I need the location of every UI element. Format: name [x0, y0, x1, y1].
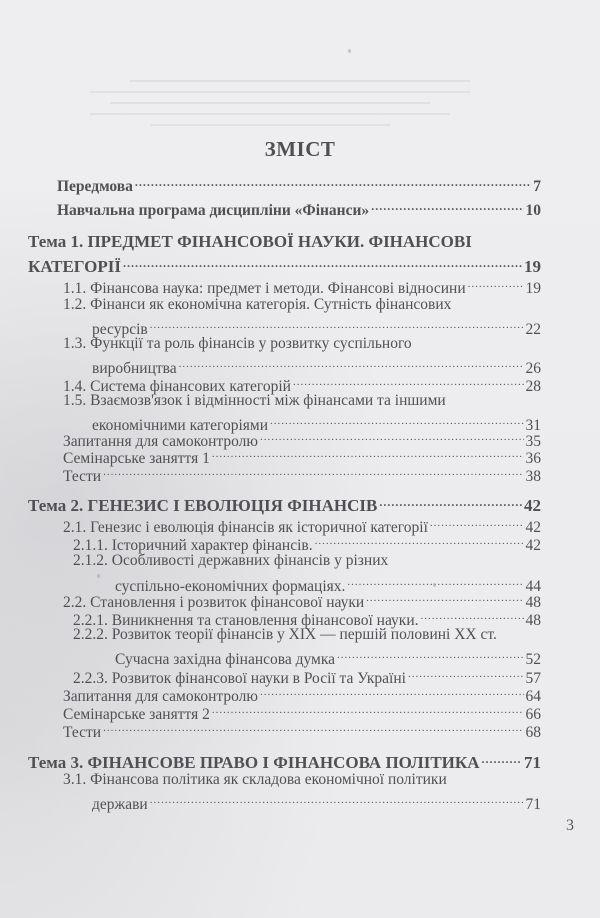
toc-page-number: 26	[525, 360, 541, 377]
toc-entry-text: суспільно-економічних формаціях.	[115, 578, 346, 595]
show-through-text	[90, 80, 490, 140]
toc-entry-text: Сучасна західна фінансова думка	[115, 651, 336, 668]
toc-page-number: 64	[525, 688, 541, 705]
dot-leader	[430, 513, 524, 532]
toc-page-number: 10	[525, 202, 541, 219]
toc-entry-text: 1.5. Взаємозв'язок і відмінності між фінансами та іншими	[63, 392, 446, 409]
toc-entry-text: Навчальна програма дисципліни «Фінанси»	[57, 202, 370, 219]
toc-entry-text: 2.2.1. Виникнення та становлення фінансової науки.	[73, 612, 419, 629]
toc-heading-text: КАТЕГОРІЇ	[28, 257, 122, 276]
dot-leader	[408, 664, 524, 683]
toc-page-number: 57	[525, 670, 541, 687]
toc-page-number: 42	[524, 496, 541, 515]
toc-entry-text: 1.3. Функції та роль фінансів у розвитку суспільного	[63, 335, 412, 352]
dot-leader	[379, 492, 522, 511]
dot-leader	[103, 462, 523, 481]
toc-entry-text: держави	[92, 796, 148, 813]
dot-leader	[135, 172, 531, 191]
toc-entry-text: Тести	[63, 468, 102, 485]
dot-leader	[482, 749, 523, 768]
toc-entry-text: Тести	[63, 724, 102, 741]
toc-entry-text: 2.1.1. Історичний характер фінансів.	[73, 537, 313, 554]
dot-leader	[421, 606, 524, 625]
toc-entry-text: 2.2. Становлення і розвиток фінансової науки	[63, 594, 365, 611]
dot-leader	[293, 372, 524, 391]
dot-leader	[371, 196, 523, 215]
page-title: ЗМІСТ	[264, 137, 336, 161]
dot-leader	[212, 444, 524, 463]
toc-page-number: 48	[525, 612, 541, 629]
paper-speck	[97, 574, 100, 578]
toc-page-number: 71	[525, 796, 541, 813]
toc-entry-text: 2.2.3. Розвиток фінансової науки в Росії та Україні	[73, 670, 406, 687]
toc-entry-text: 2.1. Генезис і еволюція фінансів як історичної категорії	[63, 519, 428, 536]
dot-leader	[103, 718, 523, 737]
toc-entry-text: 3.1. Фінансова політика як складова економічної політики	[63, 771, 447, 788]
dot-leader	[150, 315, 524, 334]
toc-entry-text: Запитання для самоконтролю	[63, 688, 258, 705]
toc-page-number: 66	[525, 706, 541, 723]
toc-heading-text: Тема 3. ФІНАНСОВЕ ПРАВО І ФІНАНСОВА ПОЛІТИКА	[28, 753, 480, 772]
toc-entry-text: 2.1.2. Особливості державних фінансів у різних	[73, 552, 389, 569]
toc-heading-text: Тема 1. ПРЕДМЕТ ФІНАНСОВОЇ НАУКИ. ФІНАНСОВІ	[28, 232, 472, 251]
toc-page-number: 71	[524, 753, 541, 772]
toc-page-number: 7	[533, 178, 541, 195]
toc-page-number: 19	[525, 280, 541, 297]
dot-leader	[260, 682, 524, 701]
toc-entry-text: ресурсів	[92, 321, 148, 338]
toc-entry-text: економічними категоріями	[92, 417, 269, 434]
dot-leader	[315, 531, 524, 550]
toc-page-number: 48	[525, 594, 541, 611]
toc-page-number: 35	[525, 433, 541, 450]
toc-heading-text: Тема 2. ГЕНЕЗИС І ЕВОЛЮЦІЯ ФІНАНСІВ	[28, 496, 378, 515]
toc-entry-text: Запитання для самоконтролю	[63, 433, 258, 450]
dot-leader	[366, 588, 523, 607]
page-number: 3	[566, 817, 574, 834]
toc-entry-text: Семінарське заняття 1	[63, 450, 210, 467]
toc-entry-text: 1.1. Фінансова наука: предмет і методи. Фінансові відносини	[63, 280, 466, 297]
dot-leader	[212, 700, 524, 719]
toc-page-number: 52	[525, 651, 541, 668]
toc-entry-text: 1.2. Фінанси як економічна категорія. Сутність фінансових	[63, 296, 452, 313]
toc-page-number: 38	[525, 468, 541, 485]
toc-entry-text: Семінарське заняття 2	[63, 706, 210, 723]
toc-page-number: 36	[525, 450, 541, 467]
dot-leader	[337, 645, 523, 664]
toc-page-number: 28	[525, 378, 541, 395]
paper-speck	[348, 49, 351, 53]
toc-entry-text: Передмова	[57, 178, 133, 195]
toc-page-number: 68	[525, 724, 541, 741]
dot-leader	[179, 354, 524, 373]
dot-leader	[150, 790, 524, 809]
toc-entry-text: виробництва	[92, 360, 177, 377]
toc-page-number: 31	[525, 417, 541, 434]
toc-page-number: 42	[525, 519, 541, 536]
dot-leader	[468, 274, 524, 293]
toc-page-number: 22	[525, 321, 541, 338]
toc-page-number: 42	[525, 537, 541, 554]
toc-page-number: 19	[524, 257, 541, 276]
paper-speck	[433, 583, 436, 587]
dot-leader	[123, 253, 522, 272]
toc-entry-text: 1.4. Система фінансових категорій	[63, 378, 291, 395]
toc-page-number: 44	[525, 578, 541, 595]
toc-entry-text: 2.2.2. Розвиток теорії фінансів у XIX — першій половині XX ст.	[73, 626, 497, 643]
